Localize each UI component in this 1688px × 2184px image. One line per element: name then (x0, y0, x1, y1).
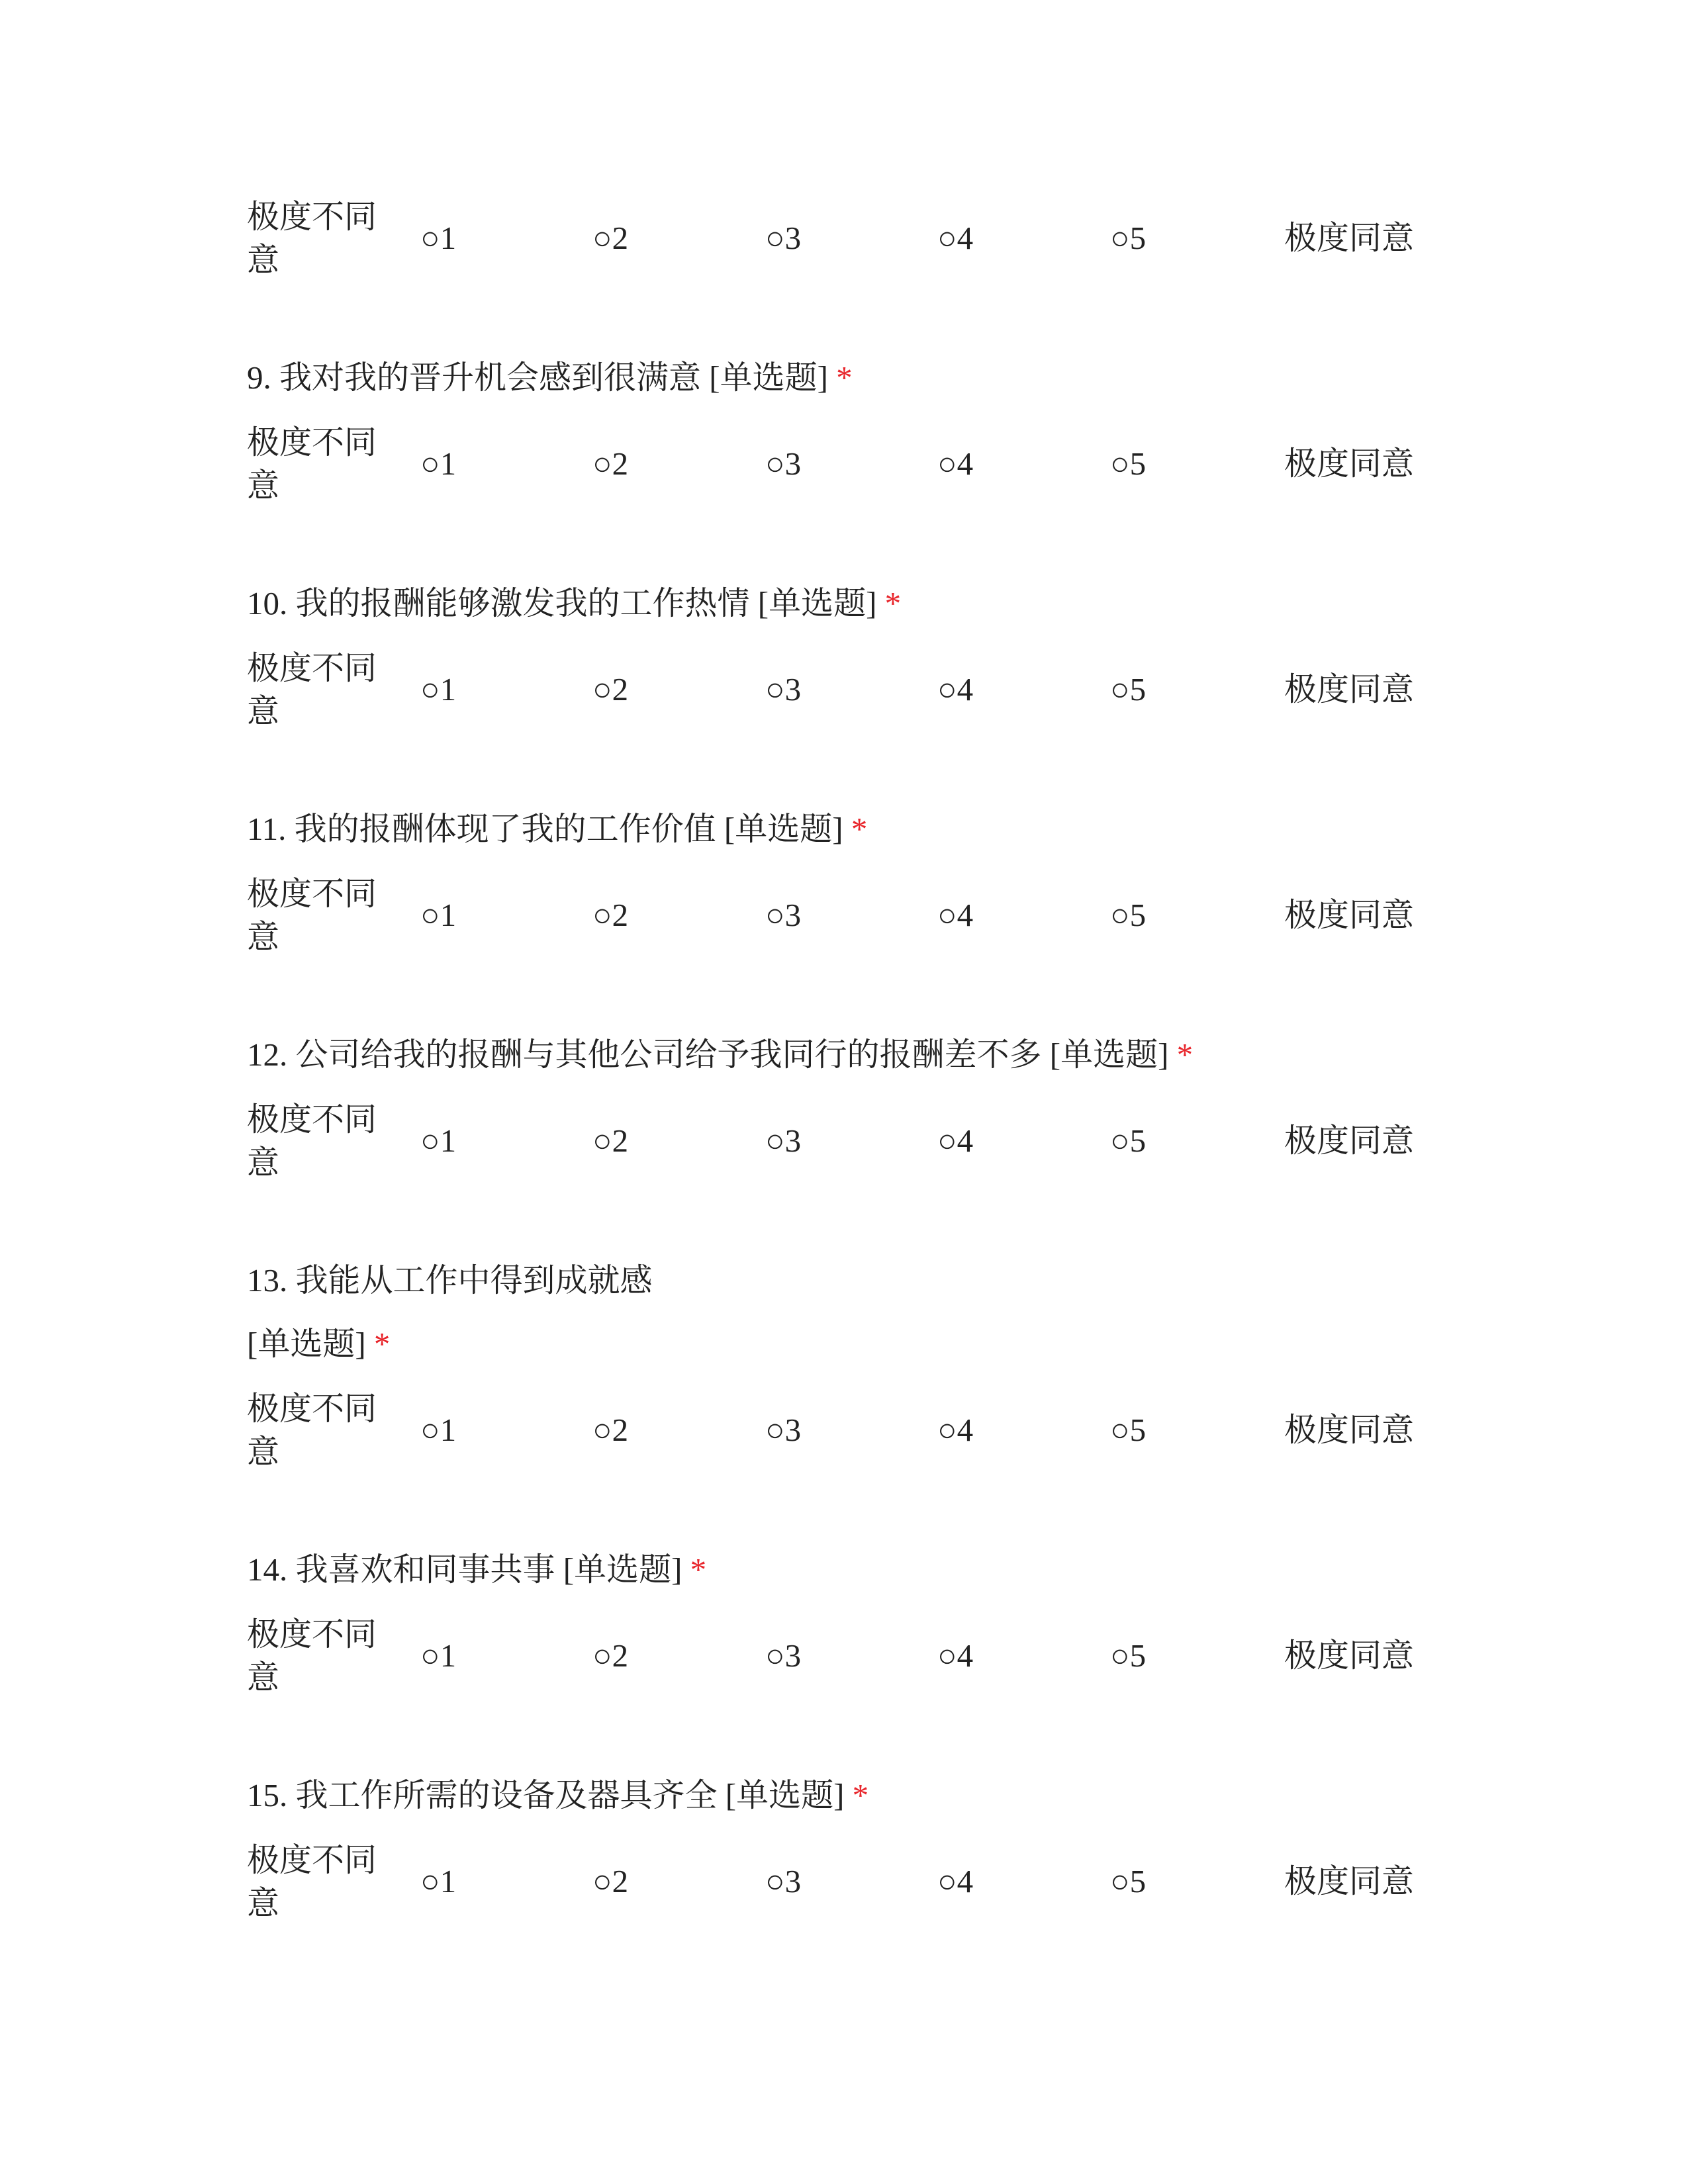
likert-scale-row (247, 872, 1505, 958)
question-title-text: 14. 我喜欢和同事共事 [单选题] (247, 1551, 682, 1588)
required-asterisk: * (836, 359, 853, 396)
question-block-continued (247, 195, 1505, 281)
radio-option-1: ○1 (420, 671, 457, 707)
radio-option-5: ○5 (1110, 445, 1147, 482)
question-title-text: 10. 我的报酬能够激发我的工作热情 [单选题] (247, 585, 877, 621)
required-asterisk: * (373, 1326, 391, 1362)
radio-option-5: ○5 (1110, 1637, 1147, 1674)
radio-option-1: ○1 (420, 1122, 457, 1159)
question-title (247, 1774, 1505, 1817)
radio-option-3: ○3 (765, 1863, 802, 1899)
radio-option-4: ○4 (937, 1637, 974, 1674)
radio-option-3: ○3 (765, 1637, 802, 1674)
scale-left-label: 极度不同意 (247, 1842, 377, 1921)
likert-scale-row (247, 421, 1505, 507)
radio-option-5: ○5 (1110, 897, 1147, 933)
radio-option-3: ○3 (765, 671, 802, 707)
scale-left-label: 极度不同意 (247, 650, 377, 729)
question-title (247, 356, 1505, 399)
scale-left-label: 极度不同意 (247, 1101, 377, 1181)
radio-option-3: ○3 (765, 1412, 802, 1448)
radio-option-4: ○4 (937, 1122, 974, 1159)
radio-option-4: ○4 (937, 1412, 974, 1448)
question-block (247, 1774, 1505, 1925)
scale-right-label: 极度同意 (1284, 220, 1415, 256)
radio-option-5: ○5 (1110, 671, 1147, 707)
radio-option-2: ○2 (592, 445, 629, 482)
scale-right-label: 极度同意 (1284, 1122, 1415, 1159)
scale-right-label: 极度同意 (1284, 445, 1415, 482)
radio-option-1: ○1 (420, 1412, 457, 1448)
radio-option-2: ○2 (592, 1637, 629, 1674)
radio-option-3: ○3 (765, 1122, 802, 1159)
required-asterisk: * (851, 811, 868, 847)
radio-option-4: ○4 (937, 897, 974, 933)
radio-option-1: ○1 (420, 897, 457, 933)
question-block (247, 1033, 1505, 1184)
radio-option-4: ○4 (937, 1863, 974, 1899)
question-title-text: 11. 我的报酬体现了我的工作价值 [单选题] (247, 811, 843, 847)
radio-option-4: ○4 (937, 671, 974, 707)
question-block (247, 1259, 1505, 1473)
scale-right-label: 极度同意 (1284, 1637, 1415, 1674)
radio-option-3: ○3 (765, 897, 802, 933)
likert-scale-row (247, 1098, 1505, 1184)
question-block (247, 1548, 1505, 1699)
radio-option-2: ○2 (592, 897, 629, 933)
scale-right-label: 极度同意 (1284, 1863, 1415, 1899)
scale-left-label: 极度不同意 (247, 199, 377, 278)
required-asterisk: * (884, 585, 902, 621)
radio-option-2: ○2 (592, 1412, 629, 1448)
likert-scale-row (247, 195, 1505, 281)
scale-right-label: 极度同意 (1284, 897, 1415, 933)
required-asterisk: * (852, 1777, 869, 1813)
question-title (247, 582, 1505, 625)
radio-option-2: ○2 (592, 671, 629, 707)
radio-option-4: ○4 (937, 445, 974, 482)
radio-option-1: ○1 (420, 1863, 457, 1899)
radio-option-3: ○3 (765, 220, 802, 256)
likert-scale-row (247, 1613, 1505, 1699)
scale-left-label: 极度不同意 (247, 1390, 377, 1470)
radio-option-1: ○1 (420, 220, 457, 256)
radio-option-5: ○5 (1110, 220, 1147, 256)
radio-option-5: ○5 (1110, 1412, 1147, 1448)
radio-option-3: ○3 (765, 445, 802, 482)
required-asterisk: * (1176, 1036, 1194, 1073)
radio-option-2: ○2 (592, 1122, 629, 1159)
likert-scale-row (247, 1839, 1505, 1925)
radio-option-1: ○1 (420, 1637, 457, 1674)
question-title (247, 1033, 1505, 1076)
question-title (247, 1548, 1505, 1591)
question-title (247, 1322, 1505, 1365)
scale-right-label: 极度同意 (1284, 671, 1415, 707)
radio-option-1: ○1 (420, 445, 457, 482)
radio-option-5: ○5 (1110, 1122, 1147, 1159)
question-block (247, 807, 1505, 958)
scale-left-label: 极度不同意 (247, 876, 377, 955)
radio-option-4: ○4 (937, 220, 974, 256)
question-title (247, 807, 1505, 850)
required-asterisk: * (690, 1551, 707, 1588)
question-title (247, 1259, 1505, 1302)
scale-left-label: 极度不同意 (247, 424, 377, 504)
radio-option-2: ○2 (592, 1863, 629, 1899)
likert-scale-row (247, 647, 1505, 733)
radio-option-5: ○5 (1110, 1863, 1147, 1899)
scale-left-label: 极度不同意 (247, 1616, 377, 1696)
question-title-text: [单选题] (247, 1326, 366, 1362)
question-block (247, 356, 1505, 507)
question-block (247, 582, 1505, 733)
question-title-text: 9. 我对我的晋升机会感到很满意 [单选题] (247, 359, 828, 396)
radio-option-2: ○2 (592, 220, 629, 256)
question-title-text: 12. 公司给我的报酬与其他公司给予我同行的报酬差不多 [单选题] (247, 1036, 1169, 1073)
question-title-text: 15. 我工作所需的设备及器具齐全 [单选题] (247, 1777, 845, 1813)
question-title-text: 13. 我能从工作中得到成就感 (247, 1262, 653, 1298)
scale-right-label: 极度同意 (1284, 1412, 1415, 1448)
question-list (247, 195, 1505, 1999)
likert-scale-row (247, 1387, 1505, 1473)
